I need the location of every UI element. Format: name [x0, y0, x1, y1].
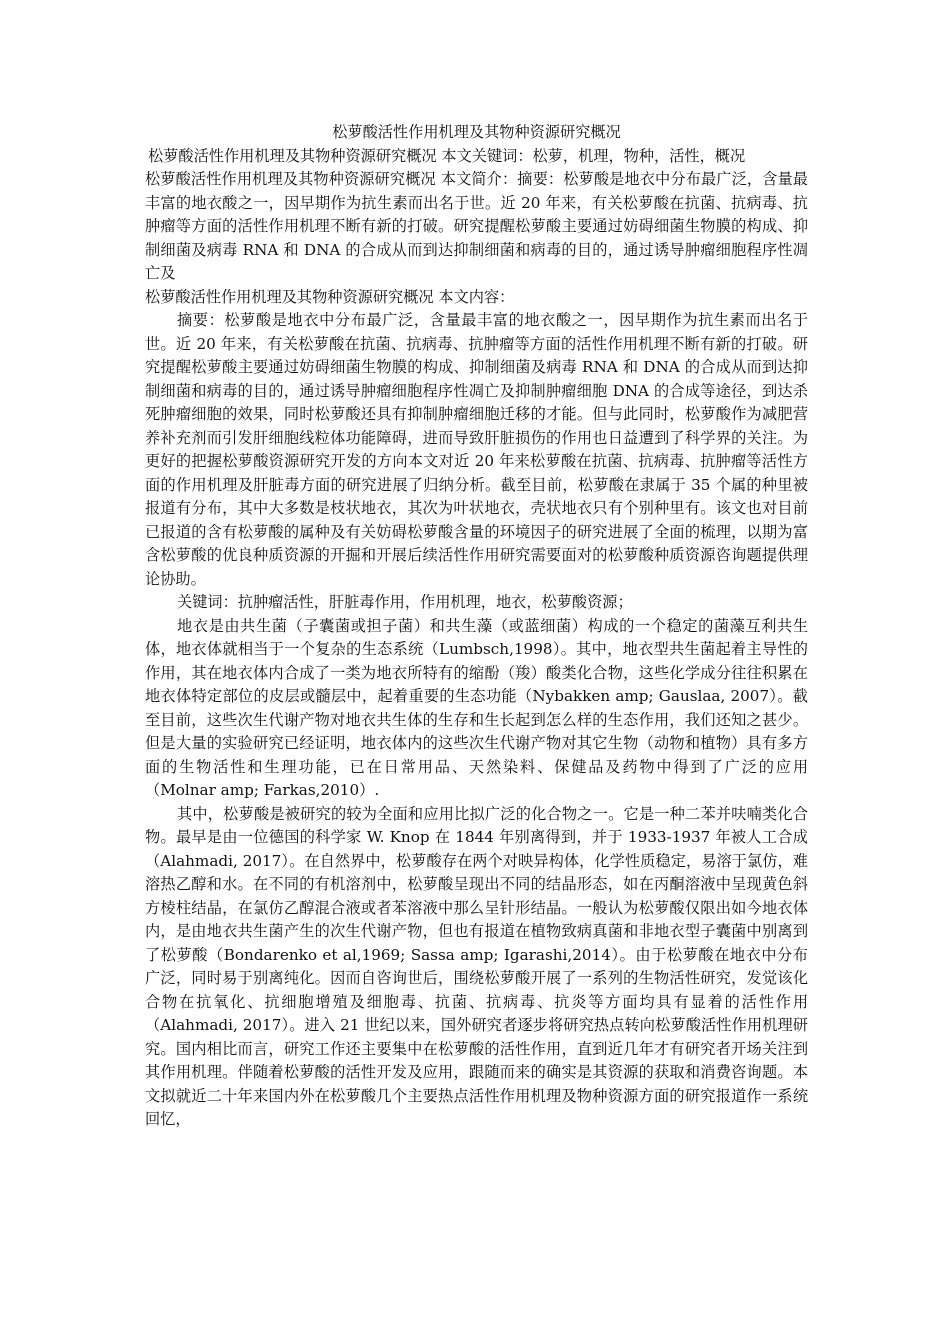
content-line: 松萝酸活性作用机理及其物种资源研究概况 本文内容： [145, 287, 515, 306]
abstract-paragraph: 摘要：松萝酸是地衣中分布最广泛，含量最丰富的地衣酸之一，因早期作为抗生素而出名于世。近 20 年来，有关松萝酸在抗菌、抗病毒、抗肿瘤等方面的活性作用机理不断有新的打破。研究提醒松萝酸主要通过妨碍细菌生物膜的构成、抑制细菌及病毒 RNA 和 DNA 的合成从而到达抑制细菌和病毒的目的，通过诱导肿瘤细胞程序性凋亡及抑制肿瘤细胞 DNA 的合成等途径，到达杀死肿瘤细胞的效果，同时松萝酸还具有抑制肿瘤细胞迁移的才能。但与此同时，松萝酸作为减肥营养补充剂而引发肝细胞线粒体功能障碍，进而导致肝脏损伤的作用也日益遭到了科学界的关注。为更好的把握松萝酸资源研究开发的方向本文对近 20 年来松萝酸在抗菌、抗病毒、抗肿瘤等活性方面的作用机理及肝脏毒方面的研究进展了归纳分析。截至目前，松萝酸在隶属于 35 个属的种里被报道有分布，其中大多数是枝状地衣，其次为叶状地衣，壳状地衣只有个别种里有。该文也对目前已报道的含有松萝酸的属种及有关妨碍松萝酸含量的环境因子的研究进展了全面的梳理，以期为富含松萝酸的优良种质资源的开掘和开展后续活性作用研究需要面对的松萝酸种质资源咨询题提供理论协助。 [145, 311, 808, 588]
keywords-paragraph: 关键词：抗肿瘤活性，肝脏毒作用，作用机理，地衣，松萝酸资源； [177, 593, 633, 611]
document-title: 松萝酸活性作用机理及其物种资源研究概况 [332, 123, 621, 141]
keywords-line: 松萝酸活性作用机理及其物种资源研究概况 本文关键词：松萝，机理，物种，活性，概况 [148, 146, 746, 165]
body-paragraph-usnic-acid: 其中，松萝酸是被研究的较为全面和应用比拟广泛的化合物之一。它是一种二苯并呋喃类化合物。最早是由一位德国的科学家 W. Knop 在 1844 年别离得到，并于 1933-1937 年被人工合成（Alahmadi, 2017）。在自然界中，松萝酸存在两个对映异构体，化学性质稳定，易溶于氯仿，难溶热乙醇和水。在不同的有机溶剂中，松萝酸呈现出不同的结晶形态，如在丙酮溶液中呈现黄色斜方棱柱结晶，在氯仿乙醇混合液或者苯溶液中那么呈针形结晶。一般认为松萝酸仅限出如今地衣体内，是由地衣共生菌产生的次生代谢产物，但也有报道在植物致病真菌和非地衣型子囊菌中别离到了松萝酸（Bondarenko et al,1969; Sassa amp; Igarashi,2014）。由于松萝酸在地衣中分布广泛，同时易于别离纯化。因而自咨询世后，围绕松萝酸开展了一系列的生物活性研究，发觉该化合物在抗氧化、抗细胞增殖及细胞毒、抗菌、抗病毒、抗炎等方面均具有显着的活性作用（Alahmadi, 2017）。进入 21 世纪以来，国外研究者逐步将研究热点转向松萝酸活性作用机理研究。国内相比而言，研究工作还主要集中在松萝酸的活性作用，直到近几年才有研究者开场关注到其作用机理。伴随着松萝酸的活性开发及应用，跟随而来的确实是其资源的获取和消费咨询题。本文拟就近二十年来国内外在松萝酸几个主要热点活性作用机理及物种资源方面的研究报道作一系统回忆， [145, 804, 808, 1128]
intro-line: 松萝酸活性作用机理及其物种资源研究概况 本文简介：摘要：松萝酸是地衣中分布最广泛，含量最丰富的地衣酸之一，因早期作为抗生素而出名于世。近 20 年来，有关松萝酸在抗菌、抗病毒、抗肿瘤等方面的活性作用机理不断有新的打破。研究提醒松萝酸主要通过妨碍细菌生物膜的构成、抑制细菌及病毒 RNA 和 DNA 的合成从而到达抑制细菌和病毒的目的，通过诱导肿瘤细胞程序性凋亡及 [145, 170, 808, 282]
body-paragraph-lichen: 地衣是由共生菌（子囊菌或担子菌）和共生藻（或蓝细菌）构成的一个稳定的菌藻互利共生体，地衣体就相当于一个复杂的生态系统（Lumbsch,1998）。其中，地衣型共生菌起着主导性的作用，其在地衣体内合成了一类为地衣所特有的缩酚（羧）酸类化合物，这些化学成分往往积累在地衣体特定部位的皮层或髓层中，起着重要的生态功能（Nybakken amp; Gauslaa, 2007）。截至目前，这些次生代谢产物对地衣共生体的生存和生长起到怎么样的生态作用，我们还知之甚少。但是大量的实验研究已经证明，地衣体内的这些次生代谢产物对其它生物（动物和植物）具有多方面的生物活性和生理功能，已在日常用品、天然染料、保健品及药物中得到了广泛的应用（Molnar amp; Farkas,2010）. [145, 616, 808, 799]
document-page [145, 121, 808, 1132]
